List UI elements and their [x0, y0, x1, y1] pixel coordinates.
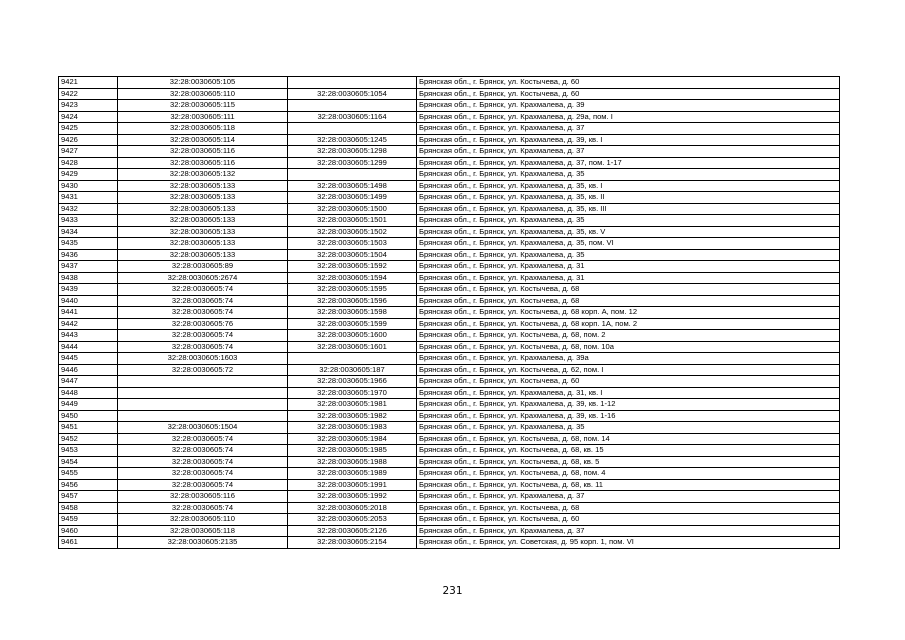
land-cadastral-number-cell: 32:28:0030605:76 [118, 318, 288, 330]
address-cell: Брянская обл., г. Брянск, ул. Крахмалева, д. 35, кв. I [417, 180, 840, 192]
land-cadastral-number-cell: 32:28:0030605:111 [118, 111, 288, 123]
table-row [59, 525, 840, 537]
table-row [59, 502, 840, 514]
row-number-cell: 9426 [59, 134, 118, 146]
land-cadastral-number-cell: 32:28:0030605:2674 [118, 272, 288, 284]
row-number-cell: 9457 [59, 491, 118, 503]
table-row [59, 215, 840, 227]
address-cell: Брянская обл., г. Брянск, ул. Костычева, д. 60 [417, 376, 840, 388]
address-cell: Брянская обл., г. Брянск, ул. Крахмалева, д. 37 [417, 491, 840, 503]
row-number-cell: 9442 [59, 318, 118, 330]
building-cadastral-number-cell: 32:28:0030605:2053 [288, 514, 417, 526]
table-row [59, 272, 840, 284]
table-row [59, 479, 840, 491]
address-cell: Брянская обл., г. Брянск, ул. Крахмалева, д. 37 [417, 123, 840, 135]
address-cell: Брянская обл., г. Брянск, ул. Костычева, д. 68 [417, 295, 840, 307]
cadastral-table [58, 76, 840, 549]
land-cadastral-number-cell: 32:28:0030605:114 [118, 134, 288, 146]
row-number-cell: 9440 [59, 295, 118, 307]
row-number-cell: 9449 [59, 399, 118, 411]
row-number-cell: 9428 [59, 157, 118, 169]
table-row [59, 399, 840, 411]
land-cadastral-number-cell: 32:28:0030605:74 [118, 284, 288, 296]
address-cell: Брянская обл., г. Брянск, ул. Костычева, д. 60 [417, 77, 840, 89]
address-cell: Брянская обл., г. Брянск, ул. Костычева, д. 68, кв. 11 [417, 479, 840, 491]
table-row [59, 514, 840, 526]
building-cadastral-number-cell [288, 123, 417, 135]
row-number-cell: 9425 [59, 123, 118, 135]
address-cell: Брянская обл., г. Брянск, ул. Крахмалева, д. 37 [417, 146, 840, 158]
building-cadastral-number-cell: 32:28:0030605:1991 [288, 479, 417, 491]
row-number-cell: 9445 [59, 353, 118, 365]
building-cadastral-number-cell: 32:28:0030605:1988 [288, 456, 417, 468]
land-cadastral-number-cell: 32:28:0030605:110 [118, 88, 288, 100]
building-cadastral-number-cell: 32:28:0030605:1503 [288, 238, 417, 250]
table-row [59, 318, 840, 330]
row-number-cell: 9461 [59, 537, 118, 549]
address-cell: Брянская обл., г. Брянск, ул. Крахмалева, д. 31 [417, 261, 840, 273]
building-cadastral-number-cell: 32:28:0030605:2018 [288, 502, 417, 514]
table-row [59, 295, 840, 307]
building-cadastral-number-cell: 32:28:0030605:1600 [288, 330, 417, 342]
address-cell: Брянская обл., г. Брянск, ул. Крахмалева, д. 39, кв. 1-12 [417, 399, 840, 411]
building-cadastral-number-cell: 32:28:0030605:1601 [288, 341, 417, 353]
table-row [59, 353, 840, 365]
row-number-cell: 9447 [59, 376, 118, 388]
building-cadastral-number-cell: 32:28:0030605:1245 [288, 134, 417, 146]
row-number-cell: 9451 [59, 422, 118, 434]
row-number-cell: 9422 [59, 88, 118, 100]
land-cadastral-number-cell: 32:28:0030605:133 [118, 203, 288, 215]
table-row [59, 456, 840, 468]
address-cell: Брянская обл., г. Брянск, ул. Костычева, д. 68, пом. 4 [417, 468, 840, 480]
land-cadastral-number-cell: 32:28:0030605:133 [118, 249, 288, 261]
table-row [59, 157, 840, 169]
row-number-cell: 9459 [59, 514, 118, 526]
land-cadastral-number-cell: 32:28:0030605:74 [118, 456, 288, 468]
address-cell: Брянская обл., г. Брянск, ул. Крахмалева, д. 31 [417, 272, 840, 284]
building-cadastral-number-cell: 32:28:0030605:2154 [288, 537, 417, 549]
table-row [59, 111, 840, 123]
row-number-cell: 9424 [59, 111, 118, 123]
table-row [59, 445, 840, 457]
address-cell: Брянская обл., г. Брянск, ул. Крахмалева, д. 35 [417, 249, 840, 261]
building-cadastral-number-cell: 32:28:0030605:1982 [288, 410, 417, 422]
building-cadastral-number-cell: 32:28:0030605:1981 [288, 399, 417, 411]
address-cell: Брянская обл., г. Брянск, ул. Костычева, д. 68, пом. 2 [417, 330, 840, 342]
table-row [59, 180, 840, 192]
table-row [59, 249, 840, 261]
row-number-cell: 9433 [59, 215, 118, 227]
table-body [59, 77, 840, 549]
land-cadastral-number-cell: 32:28:0030605:74 [118, 341, 288, 353]
table-row [59, 169, 840, 181]
row-number-cell: 9430 [59, 180, 118, 192]
building-cadastral-number-cell: 32:28:0030605:1984 [288, 433, 417, 445]
land-cadastral-number-cell: 32:28:0030605:1603 [118, 353, 288, 365]
row-number-cell: 9436 [59, 249, 118, 261]
address-cell: Брянская обл., г. Брянск, ул. Костычева, д. 68 [417, 502, 840, 514]
row-number-cell: 9429 [59, 169, 118, 181]
address-cell: Брянская обл., г. Брянск, ул. Крахмалева, д. 31, кв. I [417, 387, 840, 399]
address-cell: Брянская обл., г. Брянск, ул. Костычева, д. 62, пом. I [417, 364, 840, 376]
land-cadastral-number-cell [118, 376, 288, 388]
table-row [59, 134, 840, 146]
land-cadastral-number-cell: 32:28:0030605:118 [118, 525, 288, 537]
building-cadastral-number-cell: 32:28:0030605:1500 [288, 203, 417, 215]
table-row [59, 203, 840, 215]
row-number-cell: 9439 [59, 284, 118, 296]
row-number-cell: 9448 [59, 387, 118, 399]
land-cadastral-number-cell: 32:28:0030605:116 [118, 157, 288, 169]
building-cadastral-number-cell: 32:28:0030605:1502 [288, 226, 417, 238]
land-cadastral-number-cell: 32:28:0030605:74 [118, 307, 288, 319]
table-row [59, 364, 840, 376]
land-cadastral-number-cell: 32:28:0030605:74 [118, 295, 288, 307]
land-cadastral-number-cell [118, 410, 288, 422]
address-cell: Брянская обл., г. Брянск, ул. Костычева, д. 60 [417, 514, 840, 526]
row-number-cell: 9455 [59, 468, 118, 480]
land-cadastral-number-cell: 32:28:0030605:116 [118, 146, 288, 158]
table-row [59, 123, 840, 135]
table-row [59, 387, 840, 399]
land-cadastral-number-cell: 32:28:0030605:72 [118, 364, 288, 376]
page-number: 231 [442, 585, 463, 597]
row-number-cell: 9421 [59, 77, 118, 89]
land-cadastral-number-cell: 32:28:0030605:115 [118, 100, 288, 112]
address-cell: Брянская обл., г. Брянск, ул. Крахмалева, д. 39, кв. I [417, 134, 840, 146]
building-cadastral-number-cell: 32:28:0030605:1501 [288, 215, 417, 227]
land-cadastral-number-cell: 32:28:0030605:74 [118, 330, 288, 342]
land-cadastral-number-cell: 32:28:0030605:74 [118, 445, 288, 457]
row-number-cell: 9441 [59, 307, 118, 319]
building-cadastral-number-cell: 32:28:0030605:1966 [288, 376, 417, 388]
building-cadastral-number-cell: 32:28:0030605:1594 [288, 272, 417, 284]
row-number-cell: 9443 [59, 330, 118, 342]
land-cadastral-number-cell: 32:28:0030605:105 [118, 77, 288, 89]
address-cell: Брянская обл., г. Брянск, ул. Костычева, д. 68, кв. 15 [417, 445, 840, 457]
address-cell: Брянская обл., г. Брянск, ул. Крахмалева, д. 35, кв. III [417, 203, 840, 215]
table-row [59, 468, 840, 480]
table-row [59, 376, 840, 388]
land-cadastral-number-cell: 32:28:0030605:74 [118, 433, 288, 445]
building-cadastral-number-cell: 32:28:0030605:1599 [288, 318, 417, 330]
address-cell: Брянская обл., г. Брянск, ул. Костычева, д. 68 [417, 284, 840, 296]
land-cadastral-number-cell: 32:28:0030605:1504 [118, 422, 288, 434]
row-number-cell: 9437 [59, 261, 118, 273]
address-cell: Брянская обл., г. Брянск, ул. Крахмалева, д. 35, кв. V [417, 226, 840, 238]
address-cell: Брянская обл., г. Брянск, ул. Костычева, д. 68, пом. 14 [417, 433, 840, 445]
table-row [59, 88, 840, 100]
building-cadastral-number-cell: 32:28:0030605:1054 [288, 88, 417, 100]
table-row [59, 100, 840, 112]
table-row [59, 491, 840, 503]
address-cell: Брянская обл., г. Брянск, ул. Крахмалева, д. 35 [417, 169, 840, 181]
row-number-cell: 9427 [59, 146, 118, 158]
building-cadastral-number-cell: 32:28:0030605:1499 [288, 192, 417, 204]
land-cadastral-number-cell: 32:28:0030605:118 [118, 123, 288, 135]
building-cadastral-number-cell: 32:28:0030605:1504 [288, 249, 417, 261]
address-cell: Брянская обл., г. Брянск, ул. Советская, д. 95 корп. 1, пом. VI [417, 537, 840, 549]
address-cell: Брянская обл., г. Брянск, ул. Костычева, д. 68 корп. 1А, пом. 2 [417, 318, 840, 330]
row-number-cell: 9434 [59, 226, 118, 238]
table-row [59, 238, 840, 250]
building-cadastral-number-cell: 32:28:0030605:187 [288, 364, 417, 376]
row-number-cell: 9456 [59, 479, 118, 491]
row-number-cell: 9450 [59, 410, 118, 422]
table-row [59, 261, 840, 273]
land-cadastral-number-cell: 32:28:0030605:2135 [118, 537, 288, 549]
building-cadastral-number-cell: 32:28:0030605:1164 [288, 111, 417, 123]
table-row [59, 341, 840, 353]
address-cell: Брянская обл., г. Брянск, ул. Костычева, д. 68, пом. 10а [417, 341, 840, 353]
row-number-cell: 9435 [59, 238, 118, 250]
row-number-cell: 9432 [59, 203, 118, 215]
building-cadastral-number-cell [288, 353, 417, 365]
address-cell: Брянская обл., г. Брянск, ул. Крахмалева, д. 39, кв. 1-16 [417, 410, 840, 422]
address-cell: Брянская обл., г. Брянск, ул. Крахмалева, д. 39а [417, 353, 840, 365]
building-cadastral-number-cell: 32:28:0030605:1498 [288, 180, 417, 192]
table-row [59, 330, 840, 342]
building-cadastral-number-cell: 32:28:0030605:1989 [288, 468, 417, 480]
row-number-cell: 9423 [59, 100, 118, 112]
address-cell: Брянская обл., г. Брянск, ул. Костычева, д. 68 корп. А, пом. 12 [417, 307, 840, 319]
land-cadastral-number-cell: 32:28:0030605:132 [118, 169, 288, 181]
address-cell: Брянская обл., г. Брянск, ул. Крахмалева, д. 35 [417, 215, 840, 227]
address-cell: Брянская обл., г. Брянск, ул. Костычева, д. 60 [417, 88, 840, 100]
table-row [59, 433, 840, 445]
building-cadastral-number-cell: 32:28:0030605:1595 [288, 284, 417, 296]
table-row [59, 77, 840, 89]
row-number-cell: 9454 [59, 456, 118, 468]
address-cell: Брянская обл., г. Брянск, ул. Крахмалева, д. 39 [417, 100, 840, 112]
building-cadastral-number-cell [288, 169, 417, 181]
land-cadastral-number-cell: 32:28:0030605:133 [118, 238, 288, 250]
building-cadastral-number-cell: 32:28:0030605:1592 [288, 261, 417, 273]
address-cell: Брянская обл., г. Брянск, ул. Крахмалева, д. 35, кв. II [417, 192, 840, 204]
table-row [59, 284, 840, 296]
building-cadastral-number-cell: 32:28:0030605:1596 [288, 295, 417, 307]
row-number-cell: 9460 [59, 525, 118, 537]
table-row [59, 537, 840, 549]
table-row [59, 226, 840, 238]
table-row [59, 422, 840, 434]
row-number-cell: 9446 [59, 364, 118, 376]
land-cadastral-number-cell [118, 399, 288, 411]
land-cadastral-number-cell: 32:28:0030605:110 [118, 514, 288, 526]
building-cadastral-number-cell [288, 77, 417, 89]
building-cadastral-number-cell: 32:28:0030605:1598 [288, 307, 417, 319]
address-cell: Брянская обл., г. Брянск, ул. Крахмалева, д. 35, пом. VI [417, 238, 840, 250]
building-cadastral-number-cell: 32:28:0030605:2126 [288, 525, 417, 537]
table-row [59, 146, 840, 158]
land-cadastral-number-cell: 32:28:0030605:74 [118, 479, 288, 491]
address-cell: Брянская обл., г. Брянск, ул. Крахмалева, д. 37, пом. 1-17 [417, 157, 840, 169]
land-cadastral-number-cell: 32:28:0030605:133 [118, 180, 288, 192]
land-cadastral-number-cell: 32:28:0030605:133 [118, 192, 288, 204]
building-cadastral-number-cell: 32:28:0030605:1298 [288, 146, 417, 158]
land-cadastral-number-cell [118, 387, 288, 399]
building-cadastral-number-cell: 32:28:0030605:1970 [288, 387, 417, 399]
land-cadastral-number-cell: 32:28:0030605:89 [118, 261, 288, 273]
row-number-cell: 9458 [59, 502, 118, 514]
row-number-cell: 9444 [59, 341, 118, 353]
building-cadastral-number-cell: 32:28:0030605:1985 [288, 445, 417, 457]
address-cell: Брянская обл., г. Брянск, ул. Крахмалева, д. 37 [417, 525, 840, 537]
land-cadastral-number-cell: 32:28:0030605:133 [118, 226, 288, 238]
address-cell: Брянская обл., г. Брянск, ул. Крахмалева, д. 29а, пом. I [417, 111, 840, 123]
land-cadastral-number-cell: 32:28:0030605:74 [118, 468, 288, 480]
table-row [59, 410, 840, 422]
table-row [59, 307, 840, 319]
address-cell: Брянская обл., г. Брянск, ул. Костычева, д. 68, кв. 5 [417, 456, 840, 468]
row-number-cell: 9452 [59, 433, 118, 445]
building-cadastral-number-cell: 32:28:0030605:1299 [288, 157, 417, 169]
row-number-cell: 9438 [59, 272, 118, 284]
row-number-cell: 9453 [59, 445, 118, 457]
building-cadastral-number-cell [288, 100, 417, 112]
building-cadastral-number-cell: 32:28:0030605:1992 [288, 491, 417, 503]
address-cell: Брянская обл., г. Брянск, ул. Крахмалева, д. 35 [417, 422, 840, 434]
land-cadastral-number-cell: 32:28:0030605:133 [118, 215, 288, 227]
land-cadastral-number-cell: 32:28:0030605:116 [118, 491, 288, 503]
row-number-cell: 9431 [59, 192, 118, 204]
building-cadastral-number-cell: 32:28:0030605:1983 [288, 422, 417, 434]
table-row [59, 192, 840, 204]
land-cadastral-number-cell: 32:28:0030605:74 [118, 502, 288, 514]
